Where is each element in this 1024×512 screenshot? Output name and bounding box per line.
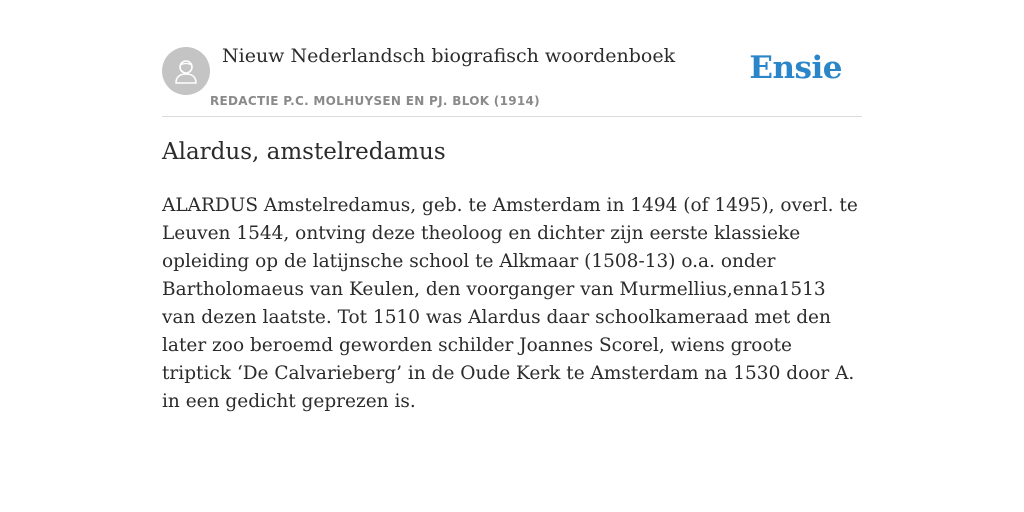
- avatar[interactable]: [162, 47, 210, 95]
- book-title[interactable]: Nieuw Nederlandsch biografisch woordenboek: [222, 45, 676, 67]
- user-icon: [173, 57, 199, 85]
- source-header: [162, 0, 862, 117]
- ensie-logo[interactable]: Ensie: [749, 50, 842, 86]
- entry-title: Alardus, amstelredamus: [162, 139, 446, 165]
- editors-line: REDACTIE P.C. MOLHUYSEN EN PJ. BLOK (1914): [210, 94, 540, 108]
- entry-card: [162, 0, 862, 412]
- entry-body: ALARDUS Amstelredamus, geb. te Amsterdam in 1494 (of 1495), overl. te Leuven 1544, ontving deze theoloog en dichter zijn eerste klassieke opleiding op de latijnsche school te Alkmaar (1508-13) o.a. onder Bartholomaeus van Keulen, den voorganger van Murmellius,enna1513 van dezen laatste. Tot 1510 was Alardus daar schoolkameraad met den later zoo beroemd geworden schilder Joannes Scorel, wiens groote triptick ‘De Calvarieberg’ in de Oude Kerk te Amsterdam na 1530 door A. in een gedicht geprezen is.: [162, 195, 858, 412]
